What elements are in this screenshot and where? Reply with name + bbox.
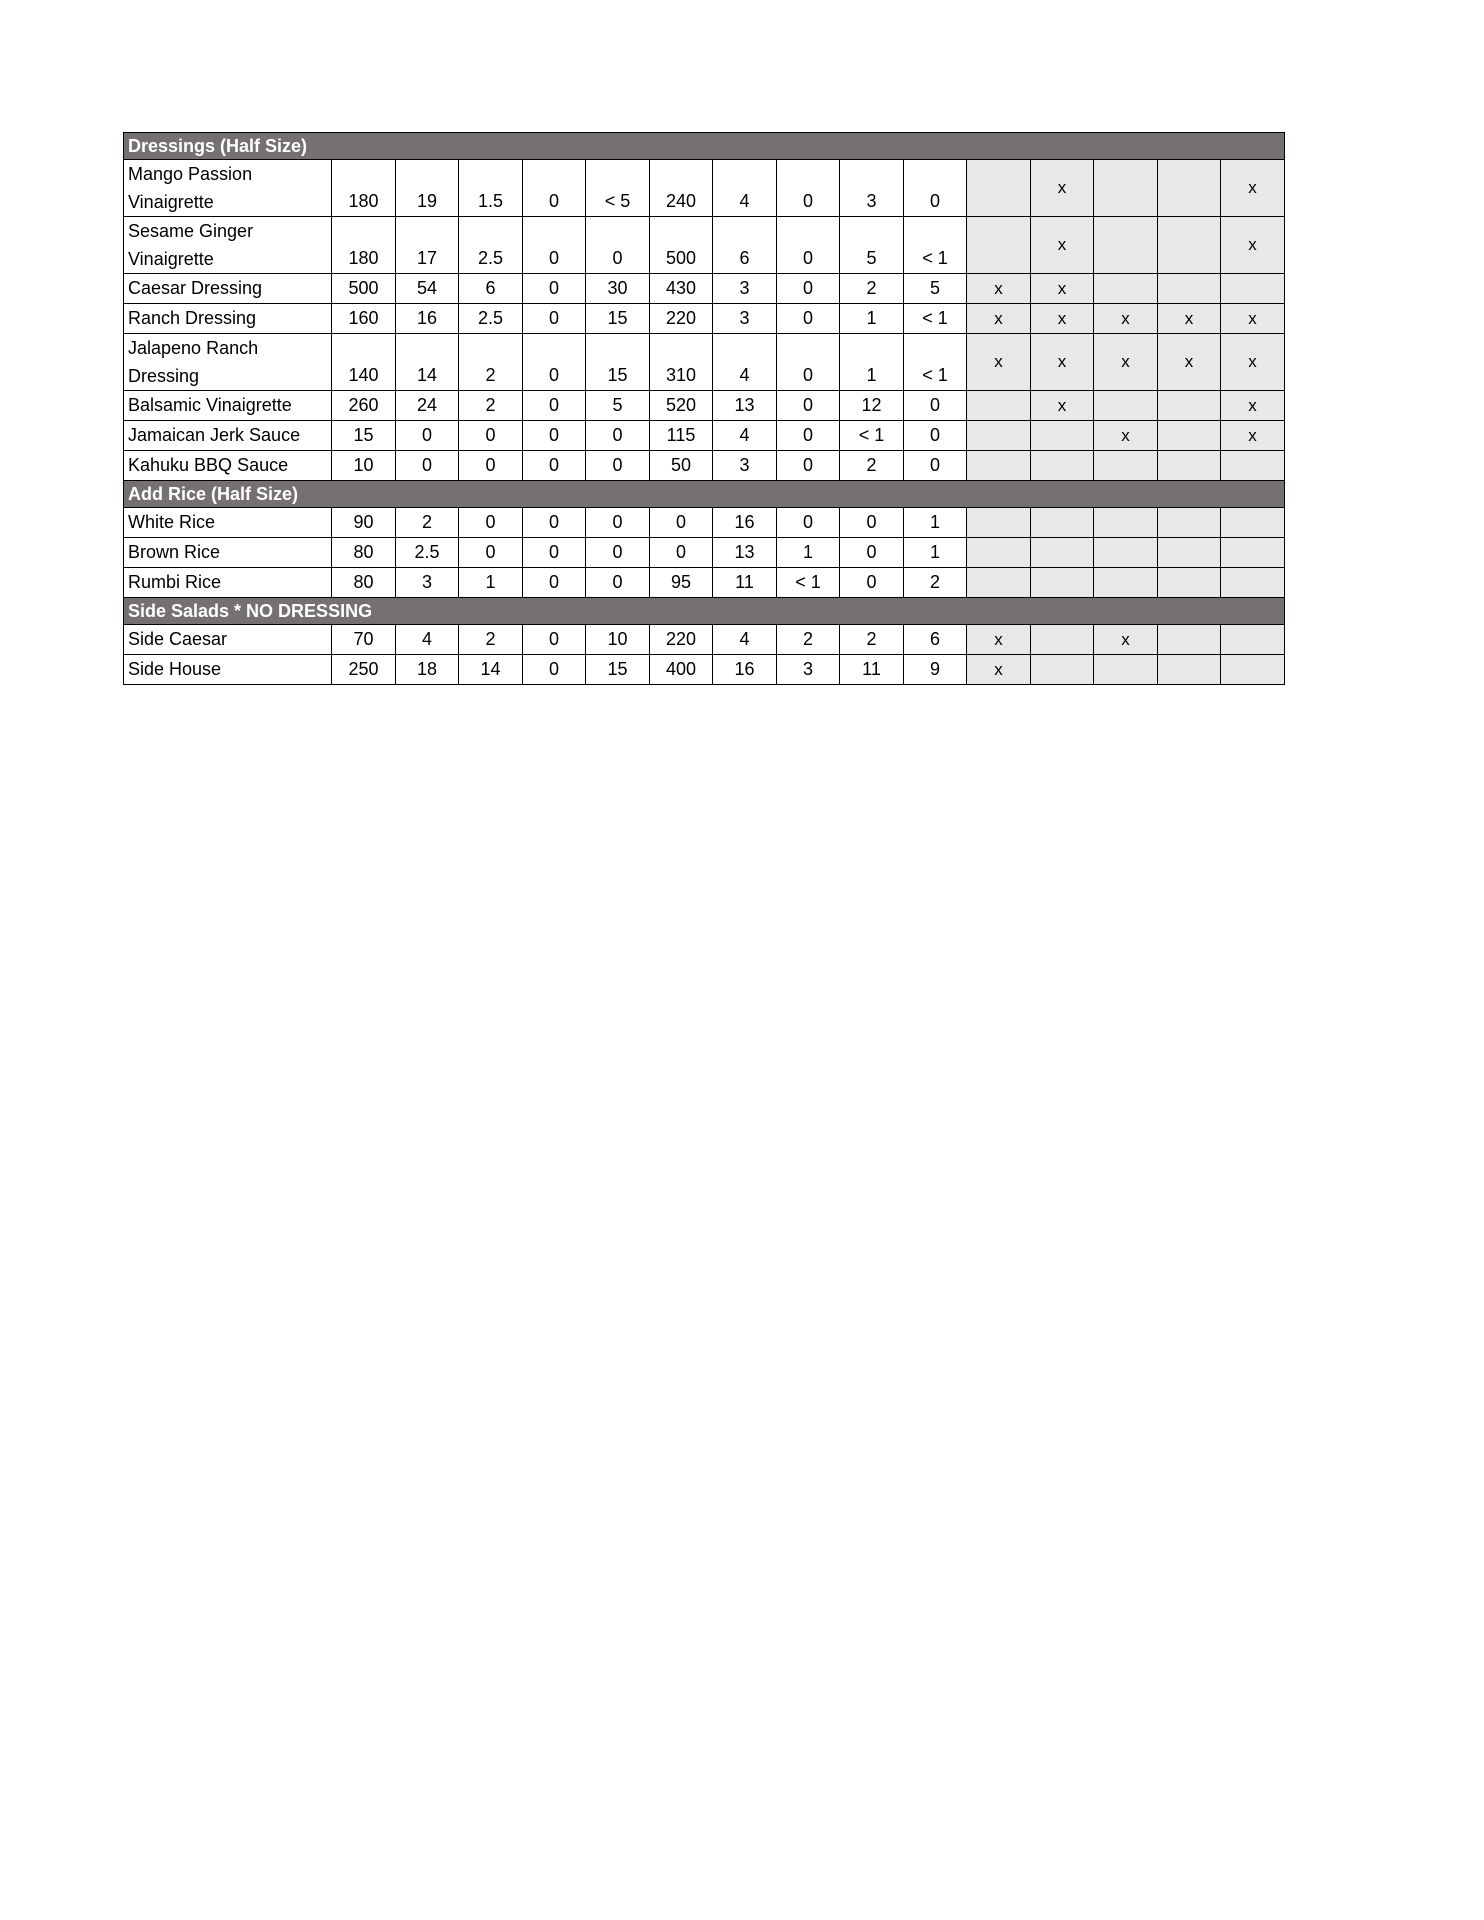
nutrient-value: 15 <box>586 334 650 391</box>
nutrient-value: 180 <box>332 217 396 274</box>
allergen-flag <box>1221 625 1285 655</box>
section-header <box>124 133 1285 160</box>
nutrient-value: 0 <box>523 160 586 217</box>
allergen-flag <box>1094 391 1158 421</box>
nutrient-value: 0 <box>459 538 523 568</box>
nutrient-value: 0 <box>523 625 586 655</box>
nutrient-value: 4 <box>396 625 459 655</box>
allergen-flag <box>967 538 1031 568</box>
allergen-flag: x <box>1221 421 1285 451</box>
nutrient-value: 0 <box>777 274 840 304</box>
allergen-flag: x <box>1221 391 1285 421</box>
nutrient-value: 0 <box>777 217 840 274</box>
item-name: Brown Rice <box>124 538 332 568</box>
nutrient-value: 0 <box>777 304 840 334</box>
allergen-flag: x <box>967 655 1031 685</box>
allergen-flag: x <box>1221 304 1285 334</box>
nutrient-value: 0 <box>459 508 523 538</box>
allergen-flag: x <box>1031 274 1094 304</box>
nutrient-value: 0 <box>777 421 840 451</box>
nutrient-value: 4 <box>713 334 777 391</box>
item-name: Sesame Ginger Vinaigrette <box>124 217 332 274</box>
section-title: Dressings (Half Size) <box>124 133 1285 160</box>
nutrient-value: 6 <box>713 217 777 274</box>
allergen-flag <box>1158 625 1221 655</box>
nutrient-value: 3 <box>396 568 459 598</box>
item-name: Ranch Dressing <box>124 304 332 334</box>
table-row <box>124 304 1285 334</box>
allergen-flag <box>1158 451 1221 481</box>
nutrient-value: 16 <box>396 304 459 334</box>
nutrient-value: 0 <box>777 451 840 481</box>
allergen-flag: x <box>967 334 1031 391</box>
item-name: Side House <box>124 655 332 685</box>
allergen-flag <box>1158 568 1221 598</box>
nutrient-value: 0 <box>586 451 650 481</box>
allergen-flag <box>1221 568 1285 598</box>
nutrient-value: 6 <box>904 625 967 655</box>
nutrient-value: 16 <box>713 655 777 685</box>
nutrient-value: 14 <box>459 655 523 685</box>
nutrient-value: 0 <box>840 568 904 598</box>
allergen-flag <box>967 508 1031 538</box>
nutrient-value: < 1 <box>904 304 967 334</box>
allergen-flag <box>967 391 1031 421</box>
nutrient-value: 115 <box>650 421 713 451</box>
nutrient-value: 10 <box>586 625 650 655</box>
allergen-flag: x <box>1031 334 1094 391</box>
nutrient-value: 0 <box>523 451 586 481</box>
nutrient-value: 70 <box>332 625 396 655</box>
nutrient-value: 2 <box>840 451 904 481</box>
allergen-flag <box>1158 508 1221 538</box>
nutrient-value: 6 <box>459 274 523 304</box>
nutrient-value: 4 <box>713 160 777 217</box>
allergen-flag <box>1221 274 1285 304</box>
nutrient-value: 240 <box>650 160 713 217</box>
allergen-flag: x <box>1094 304 1158 334</box>
item-name: Rumbi Rice <box>124 568 332 598</box>
nutrient-value: 0 <box>523 508 586 538</box>
table-row <box>124 391 1285 421</box>
allergen-flag <box>1031 508 1094 538</box>
nutrient-value: 3 <box>777 655 840 685</box>
item-name: Jalapeno Ranch Dressing <box>124 334 332 391</box>
nutrient-value: 24 <box>396 391 459 421</box>
nutrient-value: < 1 <box>777 568 840 598</box>
nutrient-value: 11 <box>713 568 777 598</box>
nutrient-value: 1.5 <box>459 160 523 217</box>
allergen-flag <box>1094 274 1158 304</box>
nutrient-value: 0 <box>523 304 586 334</box>
nutrient-value: 2 <box>459 625 523 655</box>
nutrient-value: 11 <box>840 655 904 685</box>
nutrient-value: < 1 <box>840 421 904 451</box>
allergen-flag: x <box>1031 304 1094 334</box>
allergen-flag: x <box>1094 334 1158 391</box>
allergen-flag <box>1031 625 1094 655</box>
nutrient-value: 250 <box>332 655 396 685</box>
nutrient-value: 0 <box>777 508 840 538</box>
nutrient-value: 0 <box>904 451 967 481</box>
nutrient-value: 2.5 <box>396 538 459 568</box>
table-body <box>124 133 1285 685</box>
table-row <box>124 655 1285 685</box>
allergen-flag: x <box>1094 625 1158 655</box>
nutrient-value: 0 <box>840 508 904 538</box>
nutrient-value: 12 <box>840 391 904 421</box>
allergen-flag <box>1031 538 1094 568</box>
nutrient-value: 9 <box>904 655 967 685</box>
nutrient-value: 18 <box>396 655 459 685</box>
nutrient-value: 1 <box>840 304 904 334</box>
nutrient-value: 1 <box>459 568 523 598</box>
nutrient-value: 0 <box>586 217 650 274</box>
nutrient-value: 180 <box>332 160 396 217</box>
table-row <box>124 274 1285 304</box>
nutrient-value: 0 <box>777 391 840 421</box>
nutrient-value: 80 <box>332 568 396 598</box>
nutrient-value: 520 <box>650 391 713 421</box>
nutrient-value: 13 <box>713 538 777 568</box>
nutrient-value: 1 <box>904 538 967 568</box>
nutrient-value: 15 <box>586 304 650 334</box>
allergen-flag <box>1031 568 1094 598</box>
nutrient-value: 2 <box>459 391 523 421</box>
item-name: Kahuku BBQ Sauce <box>124 451 332 481</box>
nutrient-value: 0 <box>650 538 713 568</box>
allergen-flag <box>1094 160 1158 217</box>
item-name: Side Caesar <box>124 625 332 655</box>
section-header <box>124 481 1285 508</box>
nutrient-value: 2 <box>459 334 523 391</box>
nutrient-value: 0 <box>904 160 967 217</box>
nutrient-value: 0 <box>586 538 650 568</box>
nutrient-value: 260 <box>332 391 396 421</box>
nutrient-value: 0 <box>523 655 586 685</box>
nutrient-value: 500 <box>650 217 713 274</box>
nutrition-table <box>123 132 1285 685</box>
item-name: Jamaican Jerk Sauce <box>124 421 332 451</box>
nutrient-value: 220 <box>650 304 713 334</box>
item-name: Mango Passion Vinaigrette <box>124 160 332 217</box>
allergen-flag <box>1031 451 1094 481</box>
table-row <box>124 160 1285 217</box>
nutrient-value: 1 <box>777 538 840 568</box>
allergen-flag <box>1094 655 1158 685</box>
nutrient-value: 0 <box>586 421 650 451</box>
nutrient-value: 16 <box>713 508 777 538</box>
allergen-flag <box>967 217 1031 274</box>
allergen-flag <box>967 160 1031 217</box>
allergen-flag <box>1158 421 1221 451</box>
allergen-flag <box>1158 274 1221 304</box>
table-row <box>124 334 1285 391</box>
allergen-flag <box>1158 217 1221 274</box>
nutrient-value: 80 <box>332 538 396 568</box>
nutrient-value: 0 <box>459 451 523 481</box>
allergen-flag <box>1158 538 1221 568</box>
allergen-flag: x <box>1221 334 1285 391</box>
allergen-flag <box>1221 538 1285 568</box>
allergen-flag: x <box>1158 334 1221 391</box>
nutrient-value: 2.5 <box>459 304 523 334</box>
nutrient-value: < 1 <box>904 217 967 274</box>
nutrient-value: 140 <box>332 334 396 391</box>
nutrient-value: 15 <box>586 655 650 685</box>
nutrient-value: 2 <box>904 568 967 598</box>
nutrient-value: < 5 <box>586 160 650 217</box>
nutrient-value: 2.5 <box>459 217 523 274</box>
table-row <box>124 625 1285 655</box>
nutrient-value: 19 <box>396 160 459 217</box>
nutrient-value: 0 <box>777 334 840 391</box>
allergen-flag: x <box>1031 391 1094 421</box>
allergen-flag <box>1158 655 1221 685</box>
nutrient-value: 0 <box>840 538 904 568</box>
table-row <box>124 508 1285 538</box>
item-name: Caesar Dressing <box>124 274 332 304</box>
table-row <box>124 421 1285 451</box>
nutrient-value: 14 <box>396 334 459 391</box>
table-row <box>124 568 1285 598</box>
table-row <box>124 451 1285 481</box>
allergen-flag <box>1221 508 1285 538</box>
nutrient-value: 0 <box>396 451 459 481</box>
nutrient-value: 0 <box>523 217 586 274</box>
nutrient-value: 400 <box>650 655 713 685</box>
item-name: Balsamic Vinaigrette <box>124 391 332 421</box>
allergen-flag <box>1158 160 1221 217</box>
allergen-flag <box>1094 508 1158 538</box>
nutrient-value: 0 <box>523 391 586 421</box>
table-row <box>124 538 1285 568</box>
allergen-flag: x <box>967 625 1031 655</box>
allergen-flag <box>1158 391 1221 421</box>
nutrient-value: < 1 <box>904 334 967 391</box>
nutrient-value: 310 <box>650 334 713 391</box>
nutrient-value: 5 <box>904 274 967 304</box>
item-name: White Rice <box>124 508 332 538</box>
nutrient-value: 220 <box>650 625 713 655</box>
table-row <box>124 217 1285 274</box>
allergen-flag <box>1094 568 1158 598</box>
nutrient-value: 0 <box>396 421 459 451</box>
nutrient-value: 4 <box>713 625 777 655</box>
allergen-flag: x <box>967 304 1031 334</box>
nutrient-value: 10 <box>332 451 396 481</box>
section-header <box>124 598 1285 625</box>
nutrient-value: 30 <box>586 274 650 304</box>
section-title: Side Salads * NO DRESSING <box>124 598 1285 625</box>
nutrient-value: 0 <box>523 334 586 391</box>
nutrient-value: 4 <box>713 421 777 451</box>
allergen-flag: x <box>967 274 1031 304</box>
allergen-flag <box>967 451 1031 481</box>
nutrient-value: 50 <box>650 451 713 481</box>
allergen-flag <box>1094 217 1158 274</box>
nutrient-value: 0 <box>777 160 840 217</box>
nutrient-value: 95 <box>650 568 713 598</box>
nutrient-value: 0 <box>523 274 586 304</box>
nutrient-value: 3 <box>713 451 777 481</box>
nutrient-value: 5 <box>586 391 650 421</box>
nutrient-value: 0 <box>523 421 586 451</box>
allergen-flag <box>967 421 1031 451</box>
allergen-flag: x <box>1221 217 1285 274</box>
allergen-flag: x <box>1031 217 1094 274</box>
nutrient-value: 54 <box>396 274 459 304</box>
allergen-flag <box>1031 655 1094 685</box>
nutrient-value: 0 <box>586 508 650 538</box>
allergen-flag <box>1221 451 1285 481</box>
nutrient-value: 0 <box>904 421 967 451</box>
allergen-flag <box>1094 451 1158 481</box>
allergen-flag: x <box>1158 304 1221 334</box>
allergen-flag <box>967 568 1031 598</box>
nutrient-value: 0 <box>523 538 586 568</box>
section-title: Add Rice (Half Size) <box>124 481 1285 508</box>
allergen-flag: x <box>1094 421 1158 451</box>
nutrient-value: 0 <box>459 421 523 451</box>
nutrient-value: 160 <box>332 304 396 334</box>
allergen-flag <box>1221 655 1285 685</box>
nutrient-value: 500 <box>332 274 396 304</box>
allergen-flag <box>1031 421 1094 451</box>
nutrient-value: 2 <box>777 625 840 655</box>
nutrient-value: 1 <box>904 508 967 538</box>
nutrient-value: 13 <box>713 391 777 421</box>
allergen-flag: x <box>1221 160 1285 217</box>
nutrient-value: 2 <box>396 508 459 538</box>
nutrient-value: 3 <box>713 304 777 334</box>
nutrient-value: 15 <box>332 421 396 451</box>
allergen-flag <box>1094 538 1158 568</box>
nutrient-value: 2 <box>840 274 904 304</box>
nutrient-value: 1 <box>840 334 904 391</box>
nutrient-value: 0 <box>650 508 713 538</box>
nutrient-value: 2 <box>840 625 904 655</box>
nutrient-value: 5 <box>840 217 904 274</box>
nutrient-value: 0 <box>586 568 650 598</box>
nutrient-value: 3 <box>840 160 904 217</box>
nutrient-value: 0 <box>904 391 967 421</box>
nutrient-value: 17 <box>396 217 459 274</box>
nutrient-value: 430 <box>650 274 713 304</box>
nutrient-value: 0 <box>523 568 586 598</box>
allergen-flag: x <box>1031 160 1094 217</box>
nutrient-value: 90 <box>332 508 396 538</box>
nutrient-value: 3 <box>713 274 777 304</box>
